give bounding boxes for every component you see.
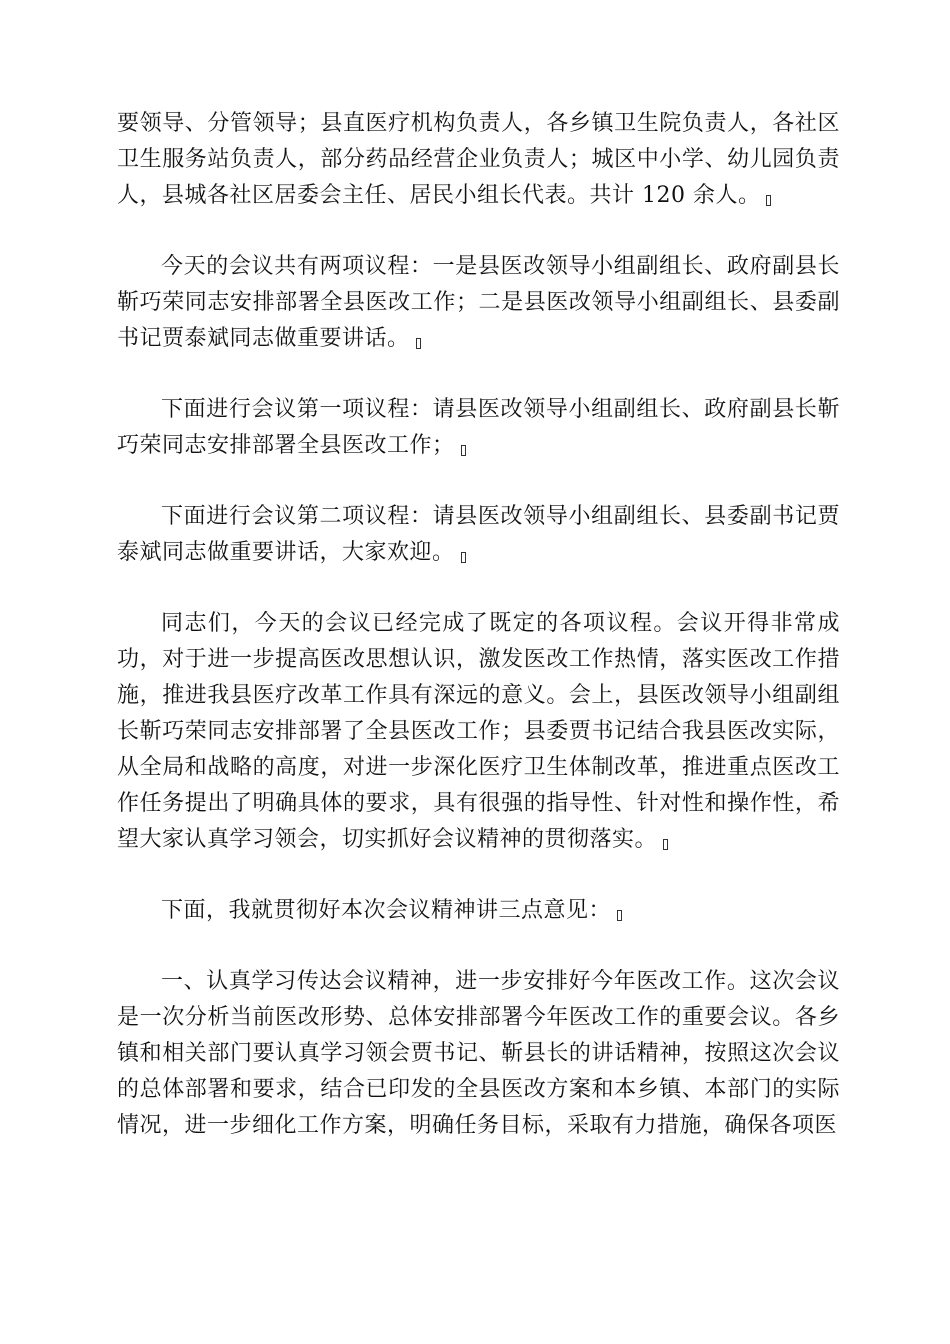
paragraph-mark-icon <box>663 839 668 850</box>
paragraph-opinion-1 <box>117 964 840 1144</box>
paragraph-opinions-intro <box>117 893 840 929</box>
paragraph-text: 一、认真学习传达会议精神，进一步安排好今年医改工作。这次会议是一次分析当前医改形势、总体安排部署今年医改工作的重要会议。各乡镇和相关部门要认真学习领会贾书记、靳县长的讲话精神，按照这次会议的总体部署和要求，结合已印发的全县医改方案和本乡镇、本部门的实际情况，进一步细化工作方案，明确任务目标，采取有力措施，确保各项医 <box>117 969 840 1138</box>
paragraph-mark-icon <box>461 445 466 456</box>
paragraph-text: 要领导、分管领导；县直医疗机构负责人，各乡镇卫生院负责人，各社区卫生服务站负责人，部分药品经营企业负责人；城区中小学、幼儿园负责人，县城各社区居委会主任、居民小组长代表。共计 120 余人。 <box>117 111 840 208</box>
paragraph-text: 下面进行会议第二项议程：请县医改领导小组副组长、县委副书记贾泰斌同志做重要讲话，大家欢迎。 <box>117 504 840 565</box>
paragraph-summary <box>117 606 840 858</box>
paragraph-mark-icon <box>766 195 771 206</box>
paragraph-text: 下面，我就贯彻好本次会议精神讲三点意见： <box>161 898 612 923</box>
paragraph-agenda <box>117 249 840 357</box>
paragraph-attendees <box>117 106 840 214</box>
paragraph-text: 同志们，今天的会议已经完成了既定的各项议程。会议开得非常成功，对于进一步提高医改思想认识，激发医改工作热情，落实医改工作措施，推进我县医疗改革工作具有深远的意义。会上，县医改领导小组副组长靳巧荣同志安排部署了全县医改工作；县委贾书记结合我县医改实际，从全局和战略的高度，对进一步深化医疗卫生体制改革，推进重点医改工作任务提出了明确具体的要求，具有很强的指导性、针对性和操作性，希望大家认真学习领会，切实抓好会议精神的贯彻落实。 <box>117 611 840 852</box>
paragraph-agenda-item-2 <box>117 499 840 571</box>
paragraph-agenda-item-1 <box>117 392 840 464</box>
paragraph-text: 今天的会议共有两项议程：一是县医改领导小组副组长、政府副县长靳巧荣同志安排部署全县医改工作；二是县医改领导小组副组长、县委副书记贾泰斌同志做重要讲话。 <box>117 254 840 351</box>
paragraph-mark-icon <box>617 910 622 921</box>
paragraph-mark-icon <box>461 552 466 563</box>
paragraph-text: 下面进行会议第一项议程：请县医改领导小组副组长、政府副县长靳巧荣同志安排部署全县医改工作； <box>117 397 840 458</box>
paragraph-mark-icon <box>416 338 421 349</box>
